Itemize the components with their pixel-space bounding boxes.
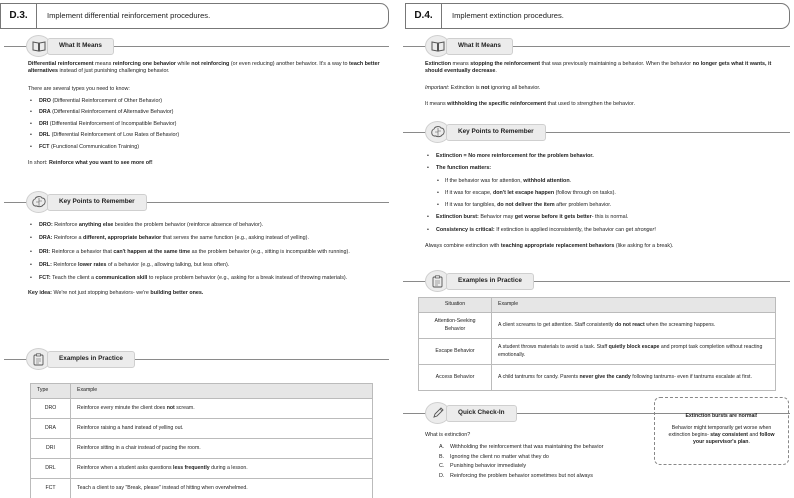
table-row <box>419 313 776 339</box>
key-point: • FCT: Teach the client a communication skill to replace problem behavior (e.g., asking for a break instead of throwing materials). <box>28 275 383 282</box>
what-it-means-heading: What It Means <box>403 38 790 56</box>
examples-heading: Examples in Practice <box>4 351 389 369</box>
note-title: Extinction bursts are normal! <box>685 413 758 419</box>
key-point: • Extinction = No more reinforcement for the problem behavior. <box>425 153 785 160</box>
type-item: • FCT (Functional Communication Training) <box>28 144 383 151</box>
example-cell: A student throws materials to avoid a task. Staff quietly block escape and prompt task completion without reacting emotionally. <box>492 339 776 365</box>
example-cell: Reinforce sitting in a chair instead of pacing the room. <box>71 439 373 459</box>
key-point: • DRA: Reinforce a different, appropriate behavior that serves the same function (e.g., asking instead of yelling). <box>28 235 383 242</box>
quiz-question: What is extinction? <box>425 432 471 438</box>
situation-cell: Escape Behavior <box>419 339 492 365</box>
key-point: • The function matters: <box>425 165 785 172</box>
key-points-heading: Key Points to Remember <box>403 124 790 142</box>
table-row <box>31 399 373 419</box>
table-header-row <box>419 298 776 313</box>
key-point: • Extinction burst: Behavior may get worse before it gets better- this is normal. <box>425 214 785 221</box>
key-points-list <box>28 222 383 282</box>
what-it-means-body <box>425 61 785 108</box>
key-point: • DRI: Reinforce a behavior that can't happen at the same time as the problem behavior (e.g., sitting is incompatible with running). <box>28 249 383 256</box>
type-item: • DRA (Differential Reinforcement of Alternative Behavior) <box>28 109 383 116</box>
example-cell: Teach a client to say "Break, please" instead of hitting when overwhelmed. <box>71 479 373 498</box>
column-header: Situation <box>419 298 492 313</box>
in-short: In short: Reinforce what you want to see more of! <box>28 160 153 167</box>
example-cell: Reinforce raising a hand instead of yelling out. <box>71 419 373 439</box>
combine-note: Always combine extinction with teaching appropriate replacement behaviors (like asking for a break). <box>425 243 674 250</box>
section-title: Implement extinction procedures. <box>452 10 564 20</box>
table-row <box>31 439 373 459</box>
example-cell: Reinforce every minute the client does not scream. <box>71 399 373 419</box>
table-row <box>31 419 373 439</box>
column-header: Example <box>71 384 373 399</box>
type-cell: DRI <box>31 439 71 459</box>
quiz-options <box>425 444 655 480</box>
key-points-body <box>425 153 785 250</box>
note-body: Behavior might temporarily get worse when extinction begins- stay consistent and follow your supervisor's plan. <box>668 425 775 446</box>
type-item: • DRL (Differential Reinforcement of Low Rates of Behavior) <box>28 132 383 139</box>
key-point: • Consistency is critical: If extinction is applied inconsistently, the behavior can get stronger! <box>425 227 785 234</box>
key-subpoint: • If it was for escape, don't let escape happen (follow through on tasks). <box>425 190 785 197</box>
definition-paragraph: Extinction means stopping the reinforcement that was previously maintaining a behavior. When the behavior no longer gets what it wants, it should eventually decrease. <box>425 61 772 75</box>
key-points-body <box>28 222 383 298</box>
table-row <box>419 365 776 391</box>
example-cell: A client screams to get attention. Staff consistently do not react when the screaming happens. <box>492 313 776 339</box>
quiz-option[interactable]: B. Ignoring the client no matter what they do <box>439 453 549 460</box>
what-it-means-body <box>28 61 383 167</box>
table-header-row <box>31 384 373 399</box>
what-it-means-heading: What It Means <box>4 38 389 56</box>
type-cell: FCT <box>31 479 71 498</box>
meaning-paragraph: It means withholding the specific reinforcement that used to strengthen the behavior. <box>425 100 636 107</box>
quick-check-heading: Quick Check-In <box>403 405 790 423</box>
section-title: Implement differential reinforcement procedures. <box>47 10 211 20</box>
examples-table <box>418 297 776 391</box>
section-header-d4 <box>405 3 790 29</box>
examples-table <box>30 383 373 498</box>
key-points-heading: Key Points to Remember <box>4 194 389 212</box>
types-intro: There are several types you need to know: <box>28 85 130 92</box>
table-row <box>31 459 373 479</box>
situation-cell: Access Behavior <box>419 365 492 391</box>
type-cell: DRO <box>31 399 71 419</box>
situation-cell: Attention-Seeking Behavior <box>419 313 492 339</box>
table-row <box>419 339 776 365</box>
quick-check-body <box>425 432 655 480</box>
key-point: • DRL: Reinforce lower rates of a behavior (e.g., allowing talking, but less often). <box>28 262 383 269</box>
key-subpoint: • If the behavior was for attention, withhold attention. <box>425 178 785 185</box>
type-cell: DRL <box>31 459 71 479</box>
important-note: Important: Extinction is not ignoring all behavior. <box>425 84 541 91</box>
key-points-list <box>425 153 785 234</box>
example-cell: A child tantrums for candy. Parents never give the candy following tantrums- even if tantrums escalate at first. <box>492 365 776 391</box>
table-row <box>31 479 373 498</box>
key-point: • DRO: Reinforce anything else besides the problem behavior (reinforce absence of behavior). <box>28 222 383 229</box>
intro-paragraph: Differential reinforcement means reinforcing one behavior while not reinforcing (or even reducing) another behavior. It's a way to teach better alternatives instead of just punishing challenging behavior. <box>28 61 380 75</box>
section-code: D.3. <box>1 4 37 28</box>
type-item: • DRO (Differential Reinforcement of Other Behavior) <box>28 98 383 105</box>
quiz-option[interactable]: A. Withholding the reinforcement that was maintaining the behavior <box>439 444 604 451</box>
section-header-d3 <box>0 3 389 29</box>
types-list <box>28 98 383 151</box>
column-header: Example <box>492 298 776 313</box>
type-item: • DRI (Differential Reinforcement of Incompatible Behavior) <box>28 121 383 128</box>
quiz-option[interactable]: D. Reinforcing the problem behavior sometimes but not always <box>439 473 593 480</box>
examples-heading: Examples in Practice <box>403 273 790 291</box>
section-code: D.4. <box>406 4 442 28</box>
column-header: Type <box>31 384 71 399</box>
key-subpoint: • If it was for tangibles, do not deliver the item after problem behavior. <box>425 202 785 209</box>
quiz-option[interactable]: C. Punishing behavior immediately <box>439 463 527 470</box>
type-cell: DRA <box>31 419 71 439</box>
example-cell: Reinforce when a student asks questions less frequently during a lesson. <box>71 459 373 479</box>
extinction-burst-note <box>654 397 789 465</box>
key-idea: Key idea: We're not just stopping behaviors- we're building better ones. <box>28 290 204 297</box>
